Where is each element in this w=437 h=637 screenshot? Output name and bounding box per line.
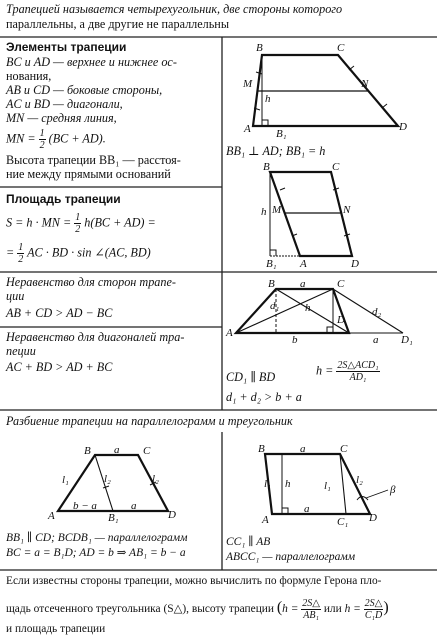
label-D: D [351,258,359,270]
label-C: C [332,161,340,173]
label-l1: l₁ [62,474,69,486]
label-D: D [337,314,345,326]
label-beta: β [390,484,396,496]
label-A: A [244,123,251,135]
split-title: Разбиение трапеции на параллелограмм и треугольник [6,414,293,428]
height-line-2: ние между прямыми оснований [6,167,171,181]
label-h: h [285,478,291,490]
area-formula-2: = $\frac{1}{2}$ AC · BD · sin ∠(AC, BD) [6,242,151,265]
midline-formula: MN = $\frac{1}{2}$ (BC + AD). [6,128,106,151]
label-h: h [261,206,267,218]
elements-line-2: нования, [6,69,52,83]
intro-line-2: параллельны, а две другие не параллельны [6,17,230,31]
label-l2: l₂ [356,474,363,486]
label-B: B [256,42,263,54]
label-D1: D₁ [401,334,413,346]
label-D: D [399,121,407,133]
label-B: B [258,443,265,455]
fraction-half: $\frac{1}{2}$ [39,128,45,151]
elements-title: Элементы трапеции [6,40,127,54]
split-left-line-2: BC = a = B₁D; AD = b ⇒ AB₁ = b − a [6,547,186,559]
elements-line-4: AC и BD — диагонали, [6,97,123,111]
label-A: A [226,327,233,339]
label-B: B [84,445,91,457]
label-l2: l₂ [104,473,111,485]
fraction-half: $\frac{1}{2}$ [75,212,81,235]
footer-line-1: Если известны стороны трапеции, можно вычислить по формуле Герона пло- [6,575,382,587]
elements-line-5: MN — средняя линия, [6,111,117,125]
label-D: D [369,512,377,524]
elements-line-3: AB и CD — боковые стороны, [6,83,163,97]
footer-line-2: щадь отсеченного треугольника (S△), высоту трапеции (h = $\frac{2S\triangle}{\text{AB₁}}$ или h = $\frac{2S\triangle}{\text{C₁D}}$ ) [6,598,389,621]
split-right-line-1: CC₁ ∥ AB [226,536,271,548]
sides-formula: AB + CD > AD − BC [6,306,113,320]
label-d2: d₂ [372,306,382,318]
label-h: h [265,93,271,105]
label-B: B [268,278,275,290]
label-a: a [114,444,120,456]
diag-formula: AC + BD > AD + BC [6,360,113,374]
footer-line-3: и площадь трапеции [6,623,106,635]
label-C1: C₁ [337,516,349,528]
label-b-minus-a: b − a [73,500,97,512]
label-N: N [343,204,351,216]
fraction-h2: $\frac{2S\triangle}{\text{C₁D}}$ [364,598,383,621]
fraction-half: $\frac{1}{2}$ [18,242,24,265]
label-N: N [361,78,369,90]
label-A: A [262,514,269,526]
label-d1: d₁ [270,300,280,312]
label-C: C [337,42,345,54]
label-D: D [168,509,176,521]
sides-title-1: Неравенство для сторон трапе- [6,275,176,289]
label-l2: l₂ [152,473,159,485]
label-a: a [304,503,310,515]
label-C: C [340,443,348,455]
label-M: M [243,78,253,90]
fig3-caption-2: d₁ + d₂ > b + a [226,390,302,404]
label-C: C [337,278,345,290]
label-a: a [373,334,379,346]
label-a: a [300,443,306,455]
diag-title-1: Неравенство для диагоналей тра- [6,330,185,344]
label-A: A [300,258,307,270]
fraction-height: $\frac{\text{2S△ACD₁}}{\text{AD₁}}$ [337,360,379,383]
area-title: Площадь трапеции [6,192,121,206]
label-C: C [143,445,151,457]
label-l1: l₁ [264,478,271,490]
elements-line-1: BC и AD — верхнее и нижнее ос- [6,55,177,69]
label-B1: B₁ [266,258,277,270]
diag-title-2: пеции [6,344,36,358]
label-A: A [48,510,55,522]
intro-line-1: Трапецией называется четырехугольник, две стороны которого [6,2,343,16]
label-a: a [131,500,137,512]
fig1-caption: BB₁ ⊥ AD; BB₁ = h [226,144,326,158]
label-M: M [272,204,282,216]
fig3-caption-1: CD₁ ∥ BD [226,370,276,384]
area-formula-1: S = h · MN = $\frac{1}{2}$ h(BC + AD) = [6,212,156,235]
height-formula: h = $\frac{\text{2S△ACD₁}}{\text{AD₁}}$ [316,360,379,383]
label-B: B [263,161,270,173]
height-line-1: Высота трапеции BB₁ — расстоя- [6,153,181,167]
label-h: h [305,302,311,314]
split-left-line-1: BB₁ ∥ CD; BCDB₁ — параллелограмм [6,532,188,544]
sides-title-2: ции [6,289,25,303]
label-l1: l₁ [324,480,331,492]
label-b: b [292,334,298,346]
label-a: a [300,278,306,290]
split-right-line-2: ABCC₁ — параллелограмм [226,551,356,563]
fraction-h1: $\frac{2S\triangle}{\text{AB₁}}$ [302,598,320,621]
label-B1: B₁ [276,128,287,140]
label-B1: B₁ [108,512,119,524]
